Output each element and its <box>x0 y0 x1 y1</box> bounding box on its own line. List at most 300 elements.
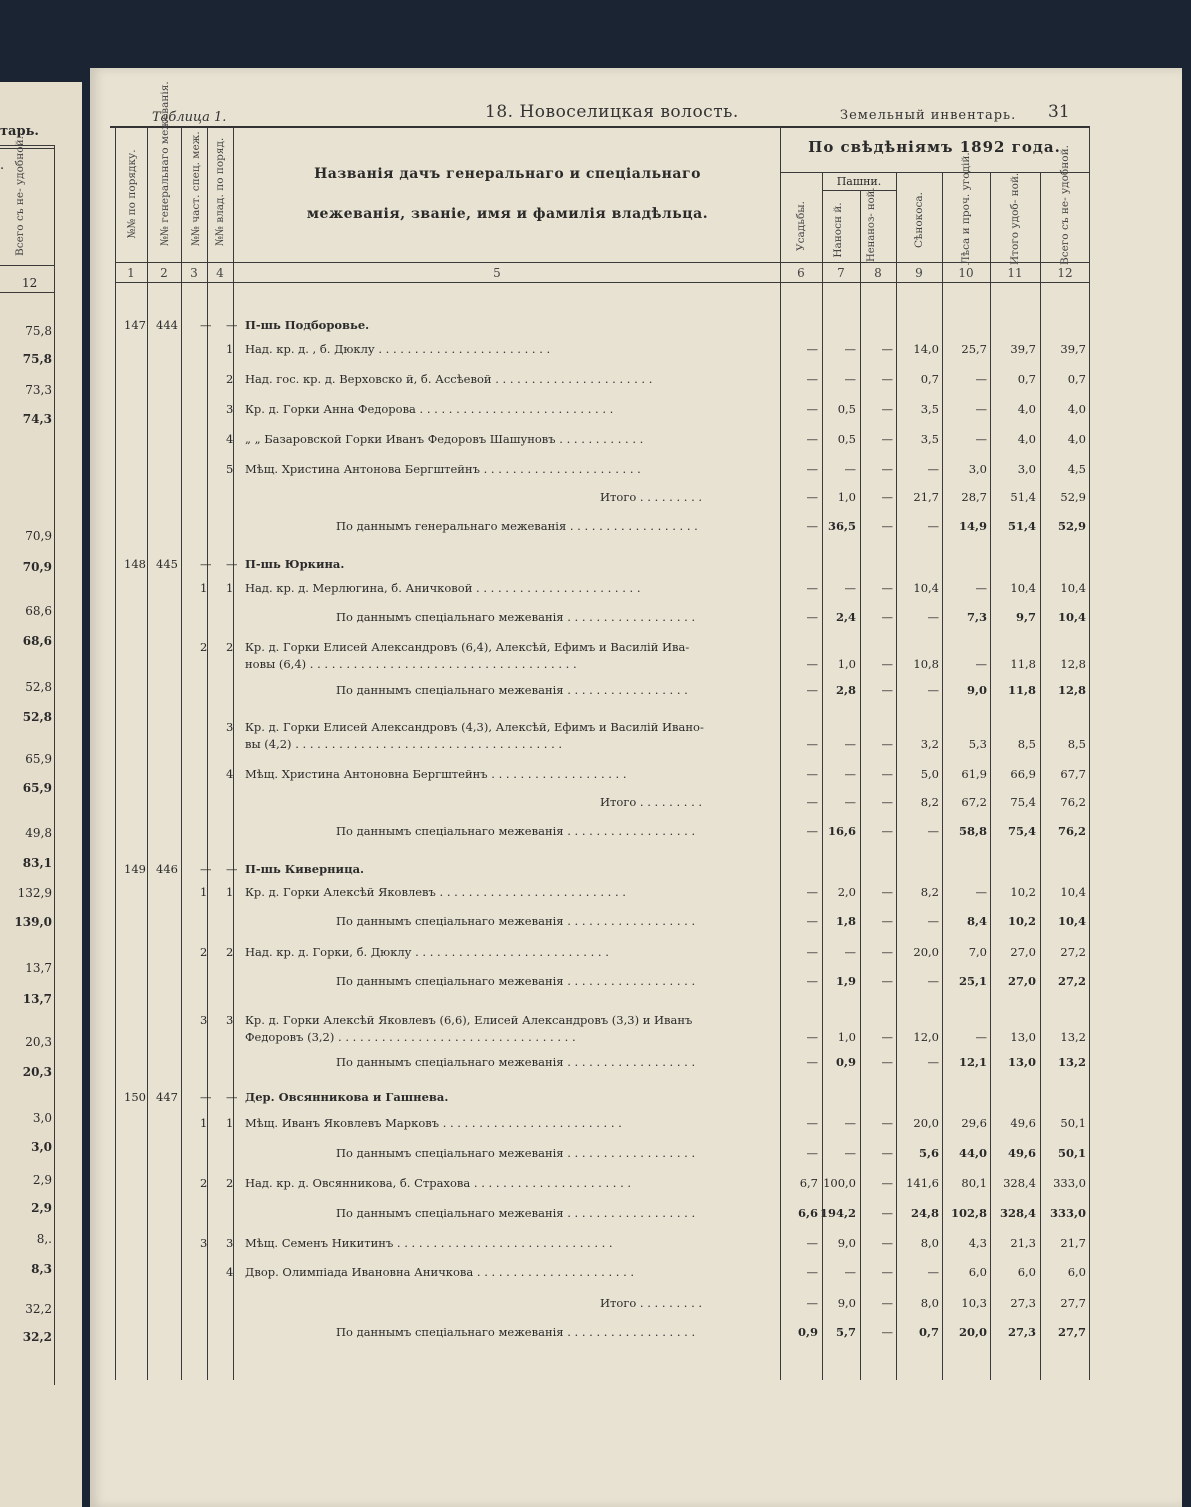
value-col-6: — <box>806 945 818 959</box>
owner-name: Над. кр. д. Мерлюгина, б. Аничковой . . . . . . . . . . . . . . . . . . . . . . . <box>245 581 641 595</box>
value-col-8: — <box>881 1206 893 1220</box>
value-col-11: 66,9 <box>1010 767 1036 781</box>
col-header-1: №№ по порядку. <box>126 149 138 239</box>
value-col-7: 2,4 <box>835 610 856 624</box>
owner-number: 1 <box>226 581 234 595</box>
value-col-12: 67,7 <box>1060 767 1086 781</box>
left-header-fragment-2: . <box>0 158 5 173</box>
value-col-10: — <box>975 1030 987 1044</box>
row-number: 148 <box>124 557 146 571</box>
owner-number: 2 <box>226 372 234 386</box>
owner-number: 2 <box>226 640 234 654</box>
col-header-3: №№ част. спец. меж. <box>190 131 202 246</box>
value-col-9: 141,6 <box>906 1176 939 1190</box>
owner-name: Итого . . . . . . . . . <box>600 490 703 504</box>
value-col-9: 0,7 <box>920 372 939 386</box>
value-col-11: 328,4 <box>999 1206 1036 1220</box>
left-col-rule <box>54 145 55 1385</box>
value-col-12: 4,5 <box>1067 462 1086 476</box>
owner-name: Кр. д. Горки Алексѣй Яковлевъ . . . . . . . . . . . . . . . . . . . . . . . . . . <box>245 885 626 899</box>
page-title: 18. Новоселицкая волость. <box>485 102 739 122</box>
value-col-12: 4,0 <box>1067 432 1086 446</box>
value-col-7: 5,7 <box>835 1325 856 1339</box>
value-col-11: 27,3 <box>1007 1325 1036 1339</box>
value-col-7: 0,9 <box>835 1055 856 1069</box>
value-col-11: 11,8 <box>1010 657 1036 671</box>
value-col-11: 10,4 <box>1010 581 1036 595</box>
value-col-9: — <box>927 1265 939 1279</box>
col-header-4: №№ влад. по поряд. <box>214 137 226 246</box>
owner-name: Мѣщ. Христина Антоновна Бергштейнъ . . . . . . . . . . . . . . . . . . . <box>245 767 627 781</box>
value-col-11: 27,0 <box>1007 974 1036 988</box>
value-col-10: 67,2 <box>961 795 987 809</box>
value-col-10: 6,0 <box>968 1265 987 1279</box>
left-page-value: 68,6 <box>25 604 52 618</box>
value-col-11: 27,3 <box>1010 1296 1036 1310</box>
value-col-6: — <box>806 402 818 416</box>
value-col-9: 3,2 <box>920 737 939 751</box>
value-col-12: 10,4 <box>1060 581 1086 595</box>
value-col-8: — <box>881 767 893 781</box>
col-header-5-line1: Названія дачъ генеральнаго и спеціальнаго <box>314 166 701 182</box>
owner-number: — <box>226 862 238 876</box>
value-col-11: 10,2 <box>1010 885 1036 899</box>
left-page-value: 20,3 <box>25 1035 52 1049</box>
value-col-8: — <box>881 657 893 671</box>
column-number: 6 <box>797 266 805 280</box>
value-col-12: 12,8 <box>1060 657 1086 671</box>
value-col-6: 6,7 <box>799 1176 818 1190</box>
value-col-7: 1,8 <box>835 914 856 928</box>
value-col-12: 4,0 <box>1067 402 1086 416</box>
owner-name: Мѣщ. Иванъ Яковлевъ Марковъ . . . . . . . . . . . . . . . . . . . . . . . . . <box>245 1116 622 1130</box>
value-col-10: 12,1 <box>958 1055 987 1069</box>
special-survey-number: — <box>200 318 212 332</box>
value-col-10: 58,8 <box>958 824 987 838</box>
value-col-10: 61,9 <box>961 767 987 781</box>
value-col-6: — <box>806 342 818 356</box>
value-col-6: — <box>806 737 818 751</box>
value-col-6: — <box>806 1055 818 1069</box>
col-header-9: Сѣнокоса. <box>913 191 925 249</box>
value-col-11: 75,4 <box>1010 795 1036 809</box>
value-col-10: — <box>975 581 987 595</box>
left-page-value: 49,8 <box>25 826 52 840</box>
left-page-value: 73,3 <box>25 383 52 397</box>
value-col-9: 14,0 <box>913 342 939 356</box>
value-col-12: 333,0 <box>1049 1206 1086 1220</box>
owner-number: 3 <box>226 720 234 734</box>
col-header-8: Ненаноз- ной. <box>866 187 877 262</box>
owner-name: По даннымъ спеціальнаго межеванія . . . . . . . . . . . . . . . . . . <box>336 1055 696 1069</box>
value-col-7: 2,8 <box>835 683 856 697</box>
value-col-7: 100,0 <box>823 1176 856 1190</box>
value-col-12: 12,8 <box>1057 683 1086 697</box>
left-page-value: 13,7 <box>22 992 52 1006</box>
value-col-11: 39,7 <box>1010 342 1036 356</box>
value-col-12: 0,7 <box>1067 372 1086 386</box>
left-page-value: 65,9 <box>22 781 52 795</box>
estate-name: Дер. Овсянникова и Гашнева. <box>245 1090 449 1104</box>
special-survey-number: 3 <box>200 1236 208 1250</box>
owner-name: По даннымъ спеціальнаго межеванія . . . . . . . . . . . . . . . . . . <box>336 1325 696 1339</box>
left-page-value: 32,2 <box>22 1330 52 1344</box>
left-page-value: 65,9 <box>25 752 52 766</box>
value-col-7: 1,9 <box>835 974 856 988</box>
value-col-11: 51,4 <box>1007 519 1036 533</box>
col-header-5-line2: межеванія, званіе, имя и фамилія владѣльца. <box>306 206 709 222</box>
pashni-header: Пашни. <box>836 175 882 188</box>
col-rule-0 <box>115 127 116 1380</box>
value-col-8: — <box>881 885 893 899</box>
left-page-value: 13,7 <box>25 961 52 975</box>
value-col-7: 36,5 <box>827 519 856 533</box>
left-page-value: 70,9 <box>25 529 52 543</box>
owner-name: По даннымъ спеціальнаго межеванія . . . . . . . . . . . . . . . . . . <box>336 1206 696 1220</box>
value-col-6: — <box>806 1265 818 1279</box>
left-rule-3 <box>0 265 54 266</box>
value-col-10: — <box>975 657 987 671</box>
column-number: 4 <box>216 266 224 280</box>
value-col-11: 51,4 <box>1010 490 1036 504</box>
left-page-value: 3,0 <box>32 1111 52 1125</box>
column-number: 12 <box>1057 266 1073 280</box>
owner-name: По даннымъ спеціальнаго межеванія . . . . . . . . . . . . . . . . . <box>336 683 688 697</box>
owner-name: Над. гос. кр. д. Верховско й, б. Ассѣевой . . . . . . . . . . . . . . . . . . . . . . <box>245 372 653 386</box>
value-col-12: 50,1 <box>1057 1146 1086 1160</box>
value-col-10: 14,9 <box>958 519 987 533</box>
general-survey-number: 445 <box>156 557 178 571</box>
owner-name: Итого . . . . . . . . . <box>600 795 703 809</box>
value-col-6: — <box>806 974 818 988</box>
value-col-7: — <box>844 1265 856 1279</box>
value-col-6: — <box>806 519 818 533</box>
value-col-12: 27,2 <box>1060 945 1086 959</box>
value-col-10: 3,0 <box>968 462 987 476</box>
column-number: 2 <box>160 266 168 280</box>
general-survey-number: 446 <box>156 862 178 876</box>
value-col-10: 8,4 <box>966 914 987 928</box>
special-survey-number: — <box>200 1090 212 1104</box>
value-col-10: — <box>975 432 987 446</box>
value-col-6: — <box>806 683 818 697</box>
value-col-6: — <box>806 1296 818 1310</box>
value-col-11: 21,3 <box>1010 1236 1036 1250</box>
value-col-7: 9,0 <box>837 1296 856 1310</box>
value-col-8: — <box>881 824 893 838</box>
value-col-11: 75,4 <box>1007 824 1036 838</box>
value-col-12: 6,0 <box>1067 1265 1086 1279</box>
value-col-10: 44,0 <box>958 1146 987 1160</box>
value-col-9: 3,5 <box>920 432 939 446</box>
value-col-7: — <box>844 945 856 959</box>
col-rule-3 <box>207 127 208 1380</box>
owner-number: 2 <box>226 1176 234 1190</box>
left-page-value: 139,0 <box>14 915 52 929</box>
value-col-8: — <box>881 519 893 533</box>
value-col-8: — <box>881 610 893 624</box>
value-col-8: — <box>881 974 893 988</box>
value-col-7: 1,0 <box>837 657 856 671</box>
value-col-8: — <box>881 1030 893 1044</box>
value-col-6: — <box>806 581 818 595</box>
owner-name: По даннымъ генеральнаго межеванія . . . . . . . . . . . . . . . . . . <box>336 519 698 533</box>
column-number: 9 <box>915 266 923 280</box>
value-col-11: 9,7 <box>1015 610 1036 624</box>
value-col-11: 13,0 <box>1007 1055 1036 1069</box>
owner-name: По даннымъ спеціальнаго межеванія . . . . . . . . . . . . . . . . . . <box>336 914 696 928</box>
value-col-9: 20,0 <box>913 1116 939 1130</box>
value-col-12: 52,9 <box>1060 490 1086 504</box>
value-col-8: — <box>881 1116 893 1130</box>
value-col-8: — <box>881 1055 893 1069</box>
value-col-10: 10,3 <box>961 1296 987 1310</box>
value-col-7: 2,0 <box>837 885 856 899</box>
value-col-6: — <box>806 767 818 781</box>
special-survey-number: — <box>200 557 212 571</box>
value-col-7: — <box>844 372 856 386</box>
column-number: 11 <box>1007 266 1023 280</box>
value-col-10: 25,7 <box>961 342 987 356</box>
owner-name: По даннымъ спеціальнаго межеванія . . . . . . . . . . . . . . . . . . <box>336 974 696 988</box>
owner-name: Мѣщ. Христина Антонова Бергштейнъ . . . . . . . . . . . . . . . . . . . . . . <box>245 462 641 476</box>
owner-name-continued: новы (6,4) . . . . . . . . . . . . . . . . . . . . . . . . . . . . . . . . . . . . . <box>245 657 577 671</box>
col-header-6: Усадьбы. <box>795 201 807 251</box>
column-number: 3 <box>190 266 198 280</box>
owner-number: 4 <box>226 432 234 446</box>
left-rule <box>0 145 54 146</box>
value-col-9: 10,4 <box>913 581 939 595</box>
owner-number: 5 <box>226 462 234 476</box>
value-col-7: 194,2 <box>819 1206 856 1220</box>
value-col-11: 27,0 <box>1010 945 1036 959</box>
value-col-6: — <box>806 1236 818 1250</box>
value-col-6: 6,6 <box>797 1206 818 1220</box>
value-col-9: — <box>927 974 939 988</box>
owner-name: Кр. д. Горки Елисей Александровъ (4,3), Алексѣй, Ефимъ и Василій Ивано- <box>245 720 704 734</box>
special-survey-number: 2 <box>200 945 208 959</box>
pashni-rule <box>822 190 896 191</box>
value-col-11: 11,8 <box>1007 683 1036 697</box>
value-col-6: — <box>806 372 818 386</box>
left-rule-2 <box>0 148 54 149</box>
value-col-11: 49,6 <box>1010 1116 1036 1130</box>
left-page-value: 74,3 <box>22 412 52 426</box>
col-header-11: Итого удоб- ной. <box>1009 172 1021 265</box>
left-page-value: 75,8 <box>25 324 52 338</box>
value-col-7: 1,0 <box>837 490 856 504</box>
owner-number: 4 <box>226 767 234 781</box>
value-col-10: 102,8 <box>950 1206 987 1220</box>
value-col-12: 21,7 <box>1060 1236 1086 1250</box>
value-col-12: 13,2 <box>1057 1055 1086 1069</box>
left-page-value: 32,2 <box>25 1302 52 1316</box>
value-col-10: 7,3 <box>966 610 987 624</box>
value-col-10: — <box>975 372 987 386</box>
value-col-9: 12,0 <box>913 1030 939 1044</box>
value-col-6: 0,9 <box>797 1325 818 1339</box>
colnum-rule <box>115 282 1089 283</box>
value-col-8: — <box>881 1296 893 1310</box>
section-label: Земельный инвентарь. <box>840 108 1017 123</box>
owner-number: 4 <box>226 1265 234 1279</box>
value-col-7: 0,5 <box>837 402 856 416</box>
value-col-7: — <box>844 1146 856 1160</box>
value-col-12: 10,4 <box>1057 610 1086 624</box>
left-page-value: 70,9 <box>22 560 52 574</box>
column-number: 10 <box>958 266 974 280</box>
value-col-8: — <box>881 1176 893 1190</box>
value-col-10: 4,3 <box>968 1236 987 1250</box>
value-col-12: 10,4 <box>1057 914 1086 928</box>
value-col-10: 25,1 <box>958 974 987 988</box>
col-header-10: Лѣса и проч. угодій. <box>960 152 972 265</box>
left-page-value: 132,9 <box>17 886 52 900</box>
value-col-11: 49,6 <box>1007 1146 1036 1160</box>
value-col-9: — <box>927 610 939 624</box>
left-page-value: 3,0 <box>31 1140 52 1154</box>
value-col-11: 4,0 <box>1017 432 1036 446</box>
col-header-2: №№ генеральнаго межеванія. <box>159 81 171 246</box>
owner-name: Над. кр. д. Горки, б. Дюклу . . . . . . . . . . . . . . . . . . . . . . . . . . . <box>245 945 609 959</box>
value-col-6: — <box>806 885 818 899</box>
owner-name: „ „ Базаровской Горки Иванъ Федоровъ Шашуновъ . . . . . . . . . . . . <box>245 432 644 446</box>
value-col-9: — <box>927 1055 939 1069</box>
row-number: 150 <box>124 1090 146 1104</box>
value-col-9: 21,7 <box>913 490 939 504</box>
value-col-10: — <box>975 402 987 416</box>
value-col-12: 76,2 <box>1057 824 1086 838</box>
value-col-7: 9,0 <box>837 1236 856 1250</box>
value-col-9: 24,8 <box>910 1206 939 1220</box>
value-col-7: — <box>844 767 856 781</box>
value-col-9: 20,0 <box>913 945 939 959</box>
value-col-6: — <box>806 462 818 476</box>
owner-number: 3 <box>226 402 234 416</box>
value-col-9: — <box>927 519 939 533</box>
value-col-8: — <box>881 795 893 809</box>
owner-name-continued: Федоровъ (3,2) . . . . . . . . . . . . . . . . . . . . . . . . . . . . . . . . . <box>245 1030 576 1044</box>
value-col-6: — <box>806 824 818 838</box>
value-col-8: — <box>881 1325 893 1339</box>
value-col-11: 10,2 <box>1007 914 1036 928</box>
column-number: 7 <box>837 266 845 280</box>
special-survey-number: 1 <box>200 1116 208 1130</box>
value-col-9: — <box>927 462 939 476</box>
value-col-9: 5,0 <box>920 767 939 781</box>
row-number: 147 <box>124 318 146 332</box>
owner-name: Над. кр. д. Овсянникова, б. Страхова . . . . . . . . . . . . . . . . . . . . . . <box>245 1176 632 1190</box>
estate-name: П-шь Подборовье. <box>245 318 370 332</box>
col-rule-5 <box>780 127 781 1380</box>
value-col-9: 10,8 <box>913 657 939 671</box>
value-col-8: — <box>881 1146 893 1160</box>
value-col-7: 1,0 <box>837 1030 856 1044</box>
group-1892-header: По свѣдѣніямъ 1892 года. <box>808 138 1061 156</box>
value-col-12: 52,9 <box>1057 519 1086 533</box>
special-survey-number: 1 <box>200 581 208 595</box>
header-rule-top <box>110 126 1090 128</box>
value-col-12: 39,7 <box>1060 342 1086 356</box>
value-col-7: — <box>844 462 856 476</box>
value-col-6: — <box>806 1146 818 1160</box>
special-survey-number: 1 <box>200 885 208 899</box>
owner-name: По даннымъ спеціальнаго межеванія . . . . . . . . . . . . . . . . . . <box>336 1146 696 1160</box>
value-col-10: 7,0 <box>968 945 987 959</box>
left-col-header: Всего съ не- удобной. <box>14 136 26 256</box>
value-col-9: 8,0 <box>920 1236 939 1250</box>
value-col-9: 0,7 <box>918 1325 939 1339</box>
left-page-value: 2,9 <box>31 1201 52 1215</box>
general-survey-number: 447 <box>156 1090 178 1104</box>
value-col-12: 8,5 <box>1067 737 1086 751</box>
value-col-8: — <box>881 342 893 356</box>
value-col-9: — <box>927 914 939 928</box>
owner-name: Итого . . . . . . . . . <box>600 1296 703 1310</box>
value-col-12: 27,7 <box>1060 1296 1086 1310</box>
special-survey-number: 2 <box>200 640 208 654</box>
value-col-10: 5,3 <box>968 737 987 751</box>
value-col-8: — <box>881 1236 893 1250</box>
value-col-7: — <box>844 342 856 356</box>
value-col-7: — <box>844 1116 856 1130</box>
value-col-8: — <box>881 402 893 416</box>
value-col-9: — <box>927 683 939 697</box>
value-col-6: — <box>806 914 818 928</box>
value-col-11: 6,0 <box>1017 1265 1036 1279</box>
owner-number: 1 <box>226 1116 234 1130</box>
value-col-6: — <box>806 432 818 446</box>
row-number: 149 <box>124 862 146 876</box>
value-col-9: — <box>927 824 939 838</box>
col-header-12: Всего съ не- удобной. <box>1059 145 1071 265</box>
owner-name: Над. кр. д. , б. Дюклу . . . . . . . . . . . . . . . . . . . . . . . . <box>245 342 551 356</box>
value-col-12: 10,4 <box>1060 885 1086 899</box>
left-page-value: 68,6 <box>22 634 52 648</box>
left-header-fragment: тарь. <box>0 124 39 139</box>
value-col-10: 28,7 <box>961 490 987 504</box>
value-col-12: 333,0 <box>1053 1176 1086 1190</box>
owner-name: Мѣщ. Семенъ Никитинъ . . . . . . . . . . . . . . . . . . . . . . . . . . . . . . <box>245 1236 613 1250</box>
owner-name: По даннымъ спеціальнаго межеванія . . . . . . . . . . . . . . . . . . <box>336 610 696 624</box>
left-page-value: 8,. <box>36 1232 52 1246</box>
value-col-11: 13,0 <box>1010 1030 1036 1044</box>
value-col-7: 0,5 <box>837 432 856 446</box>
col-header-7: Наносн й. <box>832 202 844 258</box>
left-page-value: 8,3 <box>31 1262 52 1276</box>
owner-number: 1 <box>226 885 234 899</box>
value-col-9: 8,2 <box>920 795 939 809</box>
header-rule-bottom <box>115 262 1089 263</box>
value-col-11: 8,5 <box>1017 737 1036 751</box>
value-col-10: 29,6 <box>961 1116 987 1130</box>
value-col-10: 20,0 <box>958 1325 987 1339</box>
owner-name: Кр. д. Горки Анна Федорова . . . . . . . . . . . . . . . . . . . . . . . . . . . <box>245 402 614 416</box>
value-col-7: — <box>844 737 856 751</box>
special-survey-number: 2 <box>200 1176 208 1190</box>
owner-number: 3 <box>226 1236 234 1250</box>
right-page <box>90 68 1182 1507</box>
owner-number: 1 <box>226 342 234 356</box>
value-col-11: 4,0 <box>1017 402 1036 416</box>
value-col-8: — <box>881 683 893 697</box>
left-col-number: 12 <box>22 276 38 290</box>
left-page-value: 2,9 <box>32 1173 52 1187</box>
value-col-6: — <box>806 657 818 671</box>
value-col-8: — <box>881 581 893 595</box>
special-survey-number: — <box>200 862 212 876</box>
owner-number: — <box>226 318 238 332</box>
